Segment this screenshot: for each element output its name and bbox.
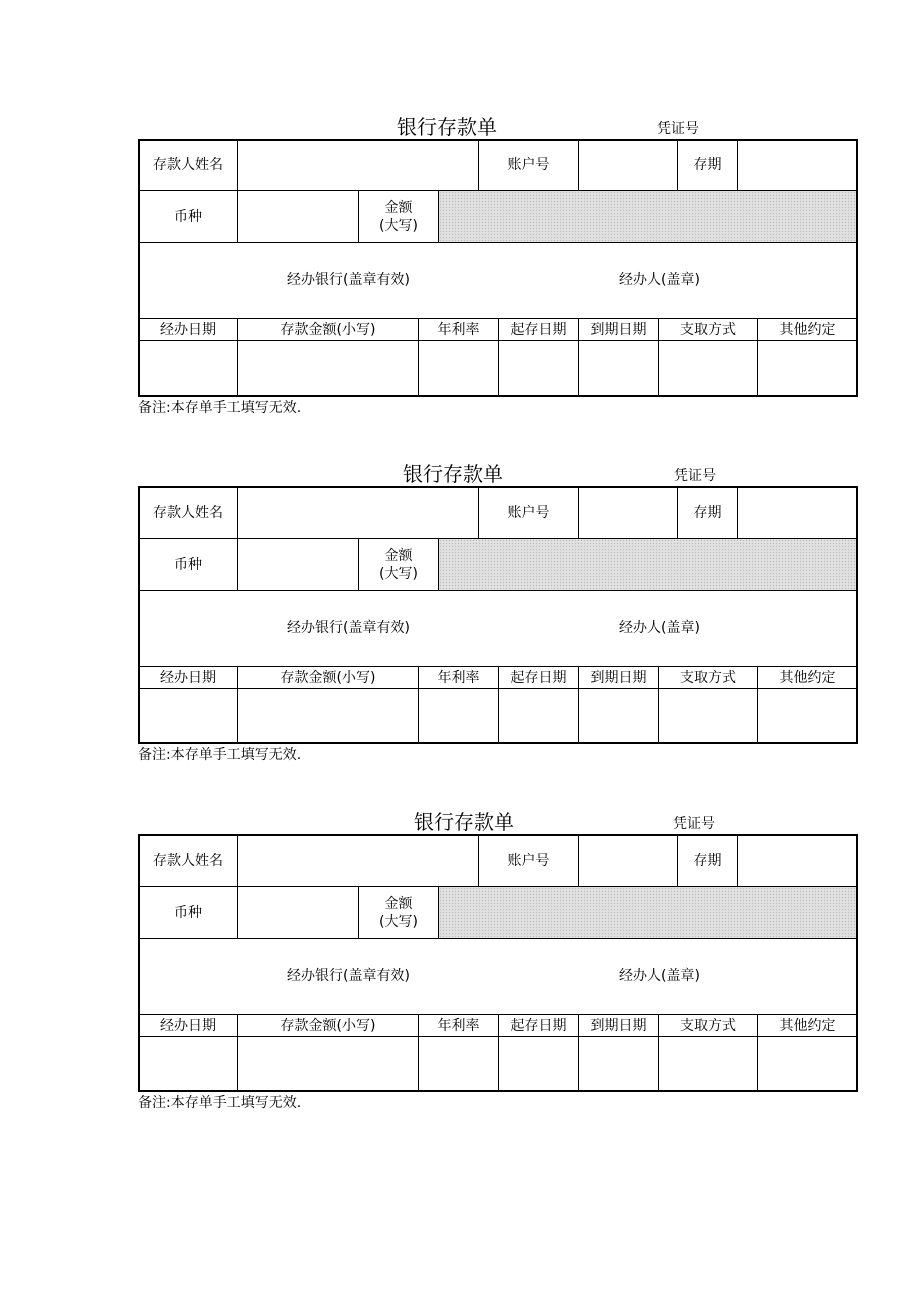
deposit-amount-field[interactable] (237, 1036, 419, 1092)
slip-title: 银行存款单 (414, 810, 514, 834)
slip-form-table (138, 139, 858, 397)
voucher-number-label: 凭证号 (657, 121, 699, 137)
withdrawal-method-header: 支取方式 (658, 666, 758, 689)
annual-rate-field[interactable] (418, 688, 499, 744)
currency-field[interactable] (237, 886, 359, 939)
currency-field[interactable] (237, 538, 359, 591)
amount-capital-label (358, 538, 439, 591)
depositor-name-label: 存款人姓名 (138, 834, 238, 887)
maturity-date-header: 到期日期 (578, 318, 659, 341)
start-date-header: 起存日期 (498, 1014, 579, 1037)
depositor-name-field[interactable] (237, 834, 479, 887)
amount-capital-label (358, 886, 439, 939)
slip-title: 银行存款单 (403, 462, 503, 486)
handling-date-header: 经办日期 (138, 1014, 238, 1037)
term-field[interactable] (737, 486, 858, 539)
depositor-name-field[interactable] (237, 486, 479, 539)
term-field[interactable] (737, 834, 858, 887)
deposit-amount-field[interactable] (237, 340, 419, 397)
start-date-field[interactable] (498, 688, 579, 744)
other-terms-header: 其他约定 (757, 666, 858, 689)
other-terms-field[interactable] (757, 340, 858, 397)
amount-capital-label-line2: (大写) (379, 913, 418, 930)
amount-capital-label-line2: (大写) (379, 217, 418, 234)
maturity-date-field[interactable] (578, 340, 659, 397)
depositor-name-label: 存款人姓名 (138, 486, 238, 539)
handling-bank-stamp-label: 经办银行(盖章有效) (287, 968, 410, 984)
handling-date-header: 经办日期 (138, 666, 238, 689)
deposit-amount-header: 存款金额(小写) (237, 318, 419, 341)
amount-capital-label (358, 190, 439, 243)
amount-capital-label-line2: (大写) (379, 565, 418, 582)
deposit-amount-header: 存款金额(小写) (237, 1014, 419, 1037)
remark-note: 备注:本存单手工填写无效. (138, 747, 302, 763)
account-number-field[interactable] (578, 486, 678, 539)
stamp-row (138, 242, 858, 319)
account-number-label: 账户号 (478, 834, 579, 887)
term-label: 存期 (677, 486, 738, 539)
start-date-field[interactable] (498, 340, 579, 397)
depositor-name-field[interactable] (237, 139, 479, 191)
term-label: 存期 (677, 834, 738, 887)
amount-capital-field[interactable] (438, 538, 858, 591)
slip-form-table (138, 486, 858, 744)
account-number-label: 账户号 (478, 139, 579, 191)
annual-rate-field[interactable] (418, 340, 499, 397)
slip-form-table (138, 834, 858, 1092)
account-number-field[interactable] (578, 139, 678, 191)
annual-rate-header: 年利率 (418, 318, 499, 341)
voucher-number-label: 凭证号 (673, 816, 715, 832)
maturity-date-field[interactable] (578, 688, 659, 744)
handling-date-field[interactable] (138, 340, 238, 397)
maturity-date-header: 到期日期 (578, 666, 659, 689)
other-terms-field[interactable] (757, 1036, 858, 1092)
other-terms-header: 其他约定 (757, 1014, 858, 1037)
amount-capital-label-line1: 金额 (384, 895, 413, 912)
maturity-date-header: 到期日期 (578, 1014, 659, 1037)
term-field[interactable] (737, 139, 858, 191)
handling-date-field[interactable] (138, 1036, 238, 1092)
amount-capital-field[interactable] (438, 190, 858, 243)
start-date-header: 起存日期 (498, 318, 579, 341)
annual-rate-header: 年利率 (418, 1014, 499, 1037)
handler-stamp-label: 经办人(盖章) (619, 968, 700, 984)
amount-capital-label-line1: 金额 (384, 547, 413, 564)
amount-capital-field[interactable] (438, 886, 858, 939)
handling-date-field[interactable] (138, 688, 238, 744)
maturity-date-field[interactable] (578, 1036, 659, 1092)
withdrawal-method-header: 支取方式 (658, 318, 758, 341)
currency-label: 币种 (138, 538, 238, 591)
other-terms-field[interactable] (757, 688, 858, 744)
currency-field[interactable] (237, 190, 359, 243)
slip-title: 银行存款单 (397, 115, 497, 139)
term-label: 存期 (677, 139, 738, 191)
withdrawal-method-field[interactable] (658, 340, 758, 397)
other-terms-header: 其他约定 (757, 318, 858, 341)
deposit-amount-header: 存款金额(小写) (237, 666, 419, 689)
remark-note: 备注:本存单手工填写无效. (138, 1095, 302, 1111)
amount-capital-label-line1: 金额 (384, 199, 413, 216)
handler-stamp-label: 经办人(盖章) (619, 272, 700, 288)
deposit-amount-field[interactable] (237, 688, 419, 744)
handling-date-header: 经办日期 (138, 318, 238, 341)
currency-label: 币种 (138, 886, 238, 939)
voucher-number-label: 凭证号 (674, 468, 716, 484)
depositor-name-label: 存款人姓名 (138, 139, 238, 191)
remark-note: 备注:本存单手工填写无效. (138, 400, 302, 416)
start-date-header: 起存日期 (498, 666, 579, 689)
withdrawal-method-header: 支取方式 (658, 1014, 758, 1037)
withdrawal-method-field[interactable] (658, 1036, 758, 1092)
handling-bank-stamp-label: 经办银行(盖章有效) (287, 272, 410, 288)
handler-stamp-label: 经办人(盖章) (619, 620, 700, 636)
start-date-field[interactable] (498, 1036, 579, 1092)
account-number-label: 账户号 (478, 486, 579, 539)
stamp-row (138, 590, 858, 667)
account-number-field[interactable] (578, 834, 678, 887)
stamp-row (138, 938, 858, 1015)
annual-rate-field[interactable] (418, 1036, 499, 1092)
handling-bank-stamp-label: 经办银行(盖章有效) (287, 620, 410, 636)
currency-label: 币种 (138, 190, 238, 243)
annual-rate-header: 年利率 (418, 666, 499, 689)
withdrawal-method-field[interactable] (658, 688, 758, 744)
